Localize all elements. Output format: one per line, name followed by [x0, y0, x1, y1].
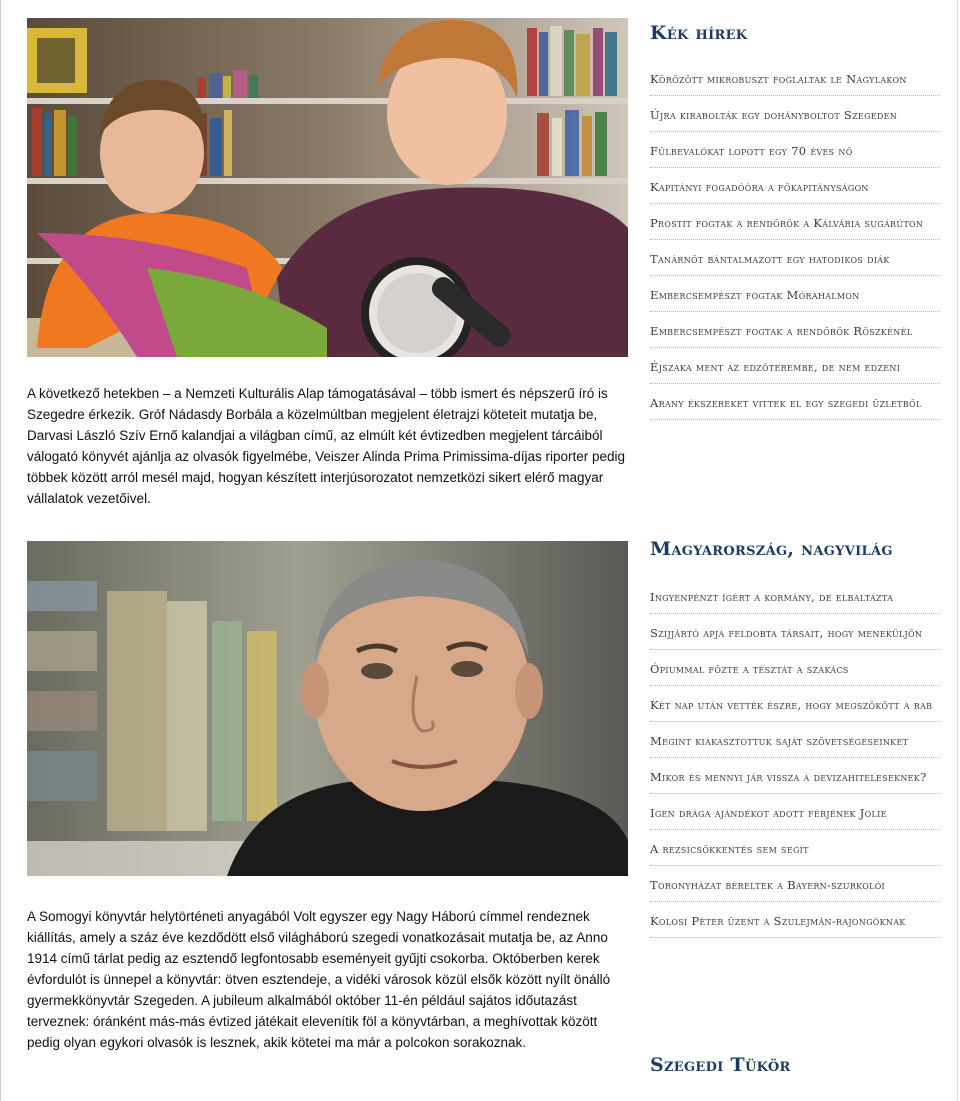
news-link[interactable]: Körözött mikrobuszt foglaltak le Nagylakon	[650, 72, 907, 86]
list-item	[650, 138, 940, 168]
article-paragraph: A következő hetekben – a Nemzeti Kulturális Alap támogatásával – több ismert és népszerű író is Szegedre érkezik. Gróf Nádasdy Borbála a közelmúltban megjelent életrajzi köteteit mutatja be, Darvasi László Szív Ernő kalandjai a világban című, az elmúlt két évtizedben megjelent tárcáiból válogató könyvét ajánlja az olvasók figyelmébe, Veiszer Alinda Prima Primissima-díjas riporter pedig többek között arról mesél majd, hogyan készített interjúsorozatot nemzetközi sikert elérő magyar vállalatok vezetőivel.	[27, 386, 626, 506]
news-link[interactable]: Szijjártó apja feldobta társait, hogy meneküljön	[650, 626, 923, 640]
list-item	[650, 390, 940, 420]
list-item	[650, 908, 940, 938]
news-link[interactable]: Prostit fogtak a rendőrök a Kálvária sugárúton	[650, 216, 924, 230]
article-photo-portrait	[27, 541, 628, 876]
news-link[interactable]: Arany ékszereket vittek el egy szegedi üzletből	[650, 396, 922, 410]
list-item	[650, 354, 940, 384]
page-border	[957, 0, 958, 1101]
list-item	[650, 246, 940, 276]
news-link[interactable]: Embercsempészt fogtak a rendőrök Röszkénél	[650, 324, 913, 338]
list-item	[650, 318, 940, 348]
news-link[interactable]: Fülbevalókat lopott egy 70 éves nő	[650, 144, 853, 158]
news-link[interactable]: Megint kiakasztottuk saját szövetségeseinket	[650, 734, 909, 748]
list-item	[650, 764, 940, 794]
article-paragraph: A Somogyi könyvtár helytörténeti anyagából Volt egyszer egy Nagy Háború címmel rendeznek kiállítás, amely a száz éve kezdődött első világháború szegedi vonatkozásait mutatja be, az Anno 1914 című tárlat pedig az esztendő legfontosabb eseményeit gyűjti csokorba. Októberben kerek évfordulót is ünnepel a könyvtár: ötven esztendeje, a vidéki városok közül elsők között nyílt önálló gyermekkönyvtár Szegeden. A jubileum alkalmából október 11-én például sajátos időutazást terveznek: óránként más-más évtized játékait elevenítik föl a könyvtárban, a meghívottak között pedig olyan egykori olvasók is lesznek, akik kötetei ma már a polcokon sorakoznak.	[27, 909, 611, 1050]
news-link[interactable]: Éjszaka ment az edzőterembe, de nem edzeni	[650, 360, 901, 374]
news-link[interactable]: Kapitányi fogadóóra a főkapitányságon	[650, 180, 869, 194]
portrait-illustration	[27, 541, 628, 876]
news-link[interactable]: Újra kirabolták egy dohányboltot Szegeden	[650, 108, 898, 122]
list-item	[650, 584, 940, 614]
list-item	[650, 692, 940, 722]
list-item	[650, 800, 940, 830]
news-link[interactable]: Tanárnőt bántalmazott egy hatodikos diák	[650, 252, 890, 266]
list-item	[650, 872, 940, 902]
list-item	[650, 210, 940, 240]
news-link[interactable]: Ingyenpénzt ígért a kormány, de elbaltázta	[650, 590, 894, 604]
news-link[interactable]: Igen drága ajándékot adott férjének Jolie	[650, 806, 887, 820]
section-heading-magyarorszag-nagyvilag[interactable]: Magyarország, nagyvilág	[650, 538, 893, 560]
news-link[interactable]: A rezsicsökkentés sem segít	[650, 842, 809, 856]
list-item	[650, 728, 940, 758]
list-item	[650, 66, 940, 96]
news-link[interactable]: Mikor és mennyi jár vissza a devizahiteleseknek?	[650, 770, 927, 784]
news-link[interactable]: Toronyházat béreltek a Bayern-szurkolói	[650, 878, 886, 892]
news-link[interactable]: Két nap után vették észre, hogy megszökött a rab	[650, 698, 933, 712]
news-list-magyarorszag-nagyvilag	[650, 584, 940, 944]
article-photo-children-library	[27, 18, 628, 357]
news-link[interactable]: Ópiummal főzte a tésztát a szakács	[650, 662, 849, 676]
news-link[interactable]: Kolosi Péter üzent a Szulejmán-rajongóknak	[650, 914, 906, 928]
news-list-kek-hirek	[650, 66, 940, 426]
section-heading-szegedi-tukor[interactable]: Szegedi Tükör	[650, 1054, 791, 1076]
children-library-illustration	[27, 18, 628, 357]
list-item	[650, 174, 940, 204]
news-link[interactable]: Embercsempészt fogtak Mórahalmon	[650, 288, 860, 302]
section-heading-kek-hirek[interactable]: Kék hírek	[650, 22, 748, 44]
list-item	[650, 836, 940, 866]
list-item	[650, 656, 940, 686]
list-item	[650, 620, 940, 650]
sidebar	[636, 0, 958, 1101]
list-item	[650, 102, 940, 132]
list-item	[650, 282, 940, 312]
